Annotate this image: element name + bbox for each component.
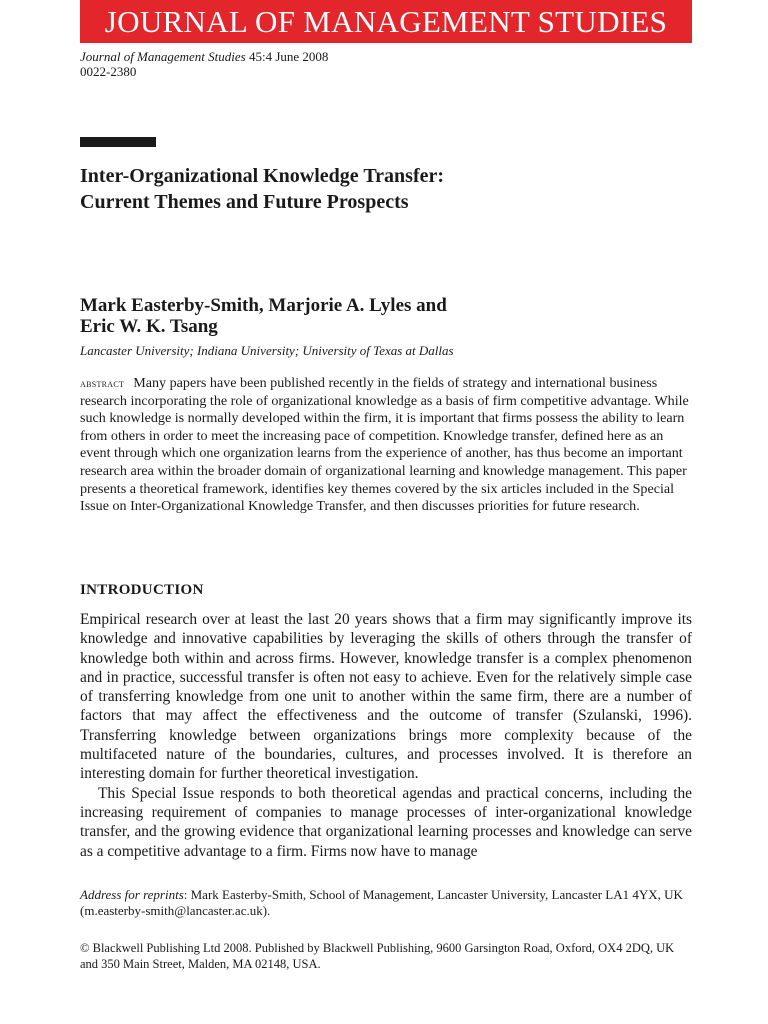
article-title-line1: Inter-Organizational Knowledge Transfer: — [80, 165, 445, 187]
journal-meta — [80, 49, 328, 79]
title-rule — [80, 137, 156, 147]
reprints-label: Address for reprints — [80, 887, 184, 902]
author-affiliations: Lancaster University; Indiana University; University of Texas at Dallas — [80, 343, 454, 358]
journal-issn: 0022-2380 — [80, 64, 137, 79]
abstract — [80, 375, 692, 516]
journal-banner-text: JOURNAL OF MANAGEMENT STUDIES — [104, 4, 668, 39]
introduction-paragraph-2: This Special Issue responds to both theoretical agendas and practical concerns, including the increasing requirement of companies to manage processes of inter-organizational knowledge transfer, and the growing evidence that organizational learning processes and knowledge can serve as a competitive advantage to a firm. Firms now have to manage — [80, 784, 692, 860]
introduction-body — [80, 610, 692, 861]
article-title — [80, 163, 700, 215]
journal-issue: 45:4 June 2008 — [248, 49, 329, 64]
journal-banner — [80, 0, 692, 43]
authors-line1: Mark Easterby-Smith, Marjorie A. Lyles and — [80, 295, 447, 316]
copyright-notice: © Blackwell Publishing Ltd 2008. Published by Blackwell Publishing, 9600 Garsington Road, Oxford, OX4 2DQ, UK and 350 Main Street, Malden, MA 02148, USA. — [80, 941, 675, 971]
journal-name: Journal of Management Studies — [80, 49, 246, 64]
article-authors — [80, 295, 700, 337]
authors-line2: Eric W. K. Tsang — [80, 316, 218, 337]
citation-line — [80, 49, 328, 64]
abstract-label: abstract — [80, 376, 125, 390]
reprints-footnote — [80, 887, 692, 919]
abstract-text: Many papers have been published recently in the fields of strategy and international business research incorporating the role of organizational knowledge as a basis of firm competitive advantage. While such knowledge is normally developed within the firm, it is important that firms possess the ability to learn from others in order to meet the increasing pace of competition. Knowledge transfer, defined here as an event through which one organization learns from the experience of another, has thus become an important research area within the broader domain of organizational learning and knowledge management. This paper presents a theoretical framework, identifies key themes covered by the six articles included in the Special Issue on Inter-Organizational Knowledge Transfer, and then discusses priorities for future research. — [80, 375, 689, 515]
reprints-text: : Mark Easterby-Smith, School of Management, Lancaster University, Lancaster LA1 4YX, UK (m.easterby-smith@lancaster.ac.uk). — [80, 887, 683, 918]
section-heading-introduction: INTRODUCTION — [80, 582, 204, 598]
introduction-paragraph-1: Empirical research over at least the last 20 years shows that a firm may significantly improve its knowledge and innovative capabilities by leveraging the skills of others through the transfer of knowledge both within and across firms. However, knowledge transfer is a complex phenomenon and in practice, successful transfer is often not easy to achieve. Even for the relatively simple case of transferring knowledge from one unit to another within the same firm, there are a number of factors that may affect the effectiveness and the outcome of transfer (Szulanski, 1996). Transferring knowledge between organizations brings more complexity because of the multifaceted nature of the boundaries, cultures, and processes involved. It is therefore an interesting domain for further theoretical investigation. — [80, 611, 692, 783]
article-title-line2: Current Themes and Future Prospects — [80, 191, 409, 213]
